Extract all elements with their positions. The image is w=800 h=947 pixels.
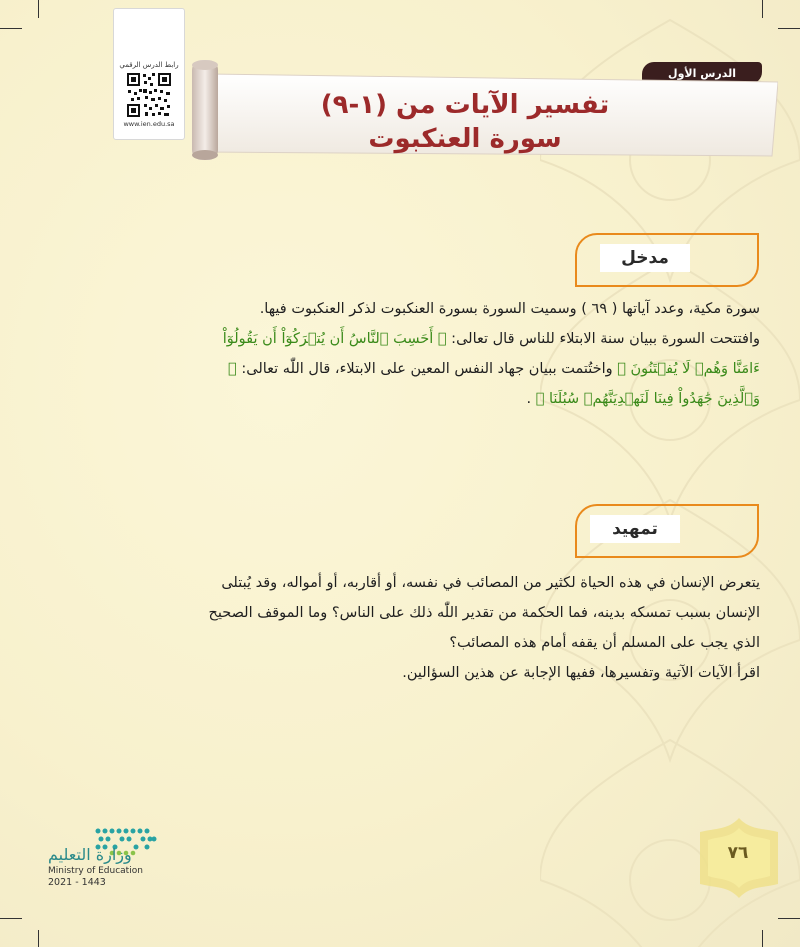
prelude-heading: تمهيد (590, 515, 680, 543)
ministry-name-ar: وزارة التعليم (48, 845, 132, 864)
page-number: ٧٦ (727, 843, 749, 863)
crop-mark (0, 28, 22, 29)
intro-verse2: ﴿ وَٱلَّذِينَ جَٰهَدُواْ فِينَا لَنَهۡدِيَنَّهُمۡ سُبُلَنَا ﴾ (228, 361, 760, 407)
qr-panel[interactable] (113, 8, 185, 140)
crop-mark (38, 0, 39, 18)
crop-mark (762, 930, 763, 947)
crop-mark (778, 28, 800, 29)
prelude-p1: يتعرض الإنسان في هذه الحياة لكثير من المصائب في نفسه، أو أقاربه، أو أمواله، وقد يُبتلى الإنسان بسبب تمسكه بدينه، فما الحكمة من تقدير اللّٰه ذلك على الناس؟ وما الموقف الصحيح الذي يجب على المسلم أن يقفه أمام هذه المصائب؟ (208, 575, 760, 651)
lesson-tag: الدرس الأول (642, 62, 762, 84)
intro-p2-end: . (526, 391, 536, 407)
ministry-year: 2021 - 1443 (48, 877, 106, 888)
intro-p2-b: واختُتمت ببيان جهاد النفس المعين على الابتلاء، قال اللّٰه تعالى: (236, 361, 618, 377)
qr-code-icon[interactable] (125, 71, 173, 119)
intro-verse1: ﴿ أَحَسِبَ ٱلنَّاسُ أَن يُتۡرَكُوٓاْ أَن يَقُولُوٓاْ ءَامَنَّا وَهُمۡ لَا يُفۡتَنُونَ ﴾ (222, 331, 760, 377)
crop-mark (0, 918, 22, 919)
qr-label: رابط الدرس الرقمي (119, 61, 179, 69)
crop-mark (778, 918, 800, 919)
intro-heading: مدخل (600, 244, 690, 272)
intro-p1: سورة مكية، وعدد آياتها ( ٦٩ ) وسميت السورة بسورة العنكبوت لذكر العنكبوت فيها. (259, 301, 760, 317)
prelude-text (192, 568, 760, 688)
qr-url[interactable]: www.ien.edu.sa (123, 120, 175, 128)
ministry-name-en: Ministry of Education (48, 866, 143, 876)
prelude-p2: اقرأ الآيات الآتية وتفسيرها، ففيها الإجابة عن هذين السؤالين. (402, 665, 760, 681)
intro-p2-a: وافتتحت السورة ببيان سنة الابتلاء للناس قال تعالى: (446, 331, 760, 347)
title-line1: تفسير الآيات من (١-٩) (320, 90, 610, 120)
intro-text (192, 294, 760, 414)
crop-mark (38, 930, 39, 947)
crop-mark (762, 0, 763, 18)
page-title (230, 88, 700, 156)
title-line2: سورة العنكبوت (368, 124, 562, 154)
